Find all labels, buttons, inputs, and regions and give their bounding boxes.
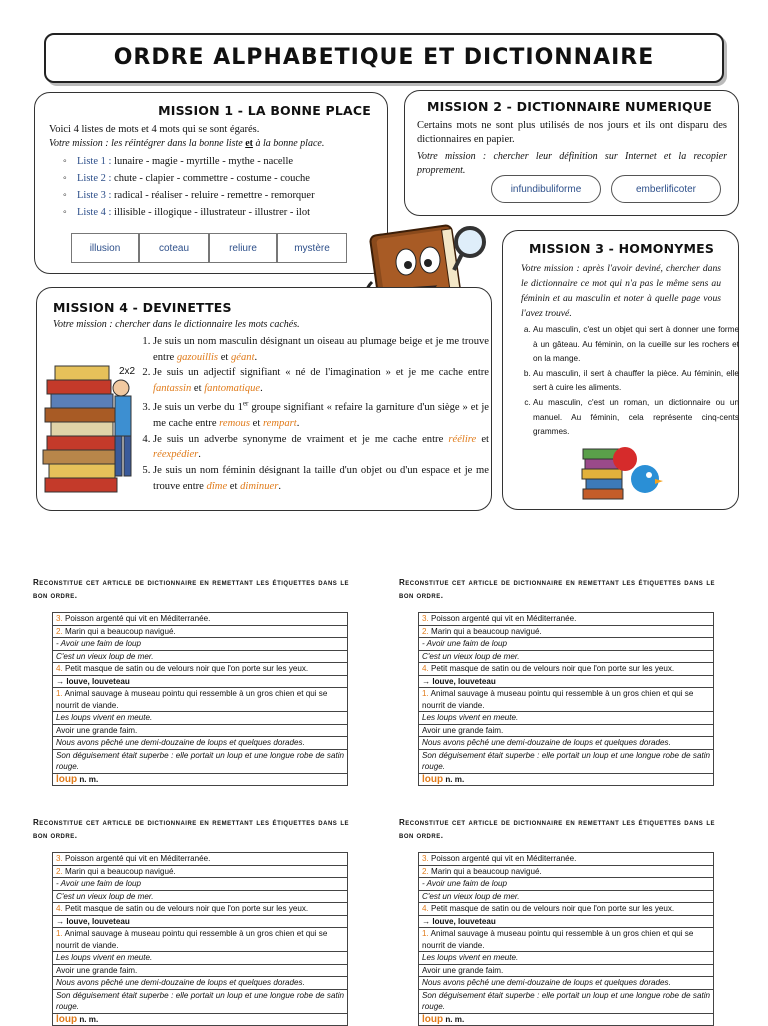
- mission4-badge: 2x2: [119, 366, 136, 377]
- label-text: Petit masque de satin ou de velours noir que l'on porte sur les yeux.: [62, 664, 309, 673]
- label-cell: [53, 928, 348, 952]
- label-cell: [419, 724, 714, 737]
- mission1-mission-et: et: [245, 138, 253, 149]
- label-cell: [53, 903, 348, 916]
- label-cell: [419, 853, 714, 866]
- label-cell: [419, 989, 714, 1013]
- label-cell: [419, 749, 714, 773]
- label-cell: [419, 675, 714, 688]
- label-text: Marin qui a beaucoup navigué.: [62, 866, 176, 876]
- riddle-word: diminuer: [240, 480, 279, 492]
- mission4-title: MISSION 4 - DEVINETTES: [53, 300, 232, 315]
- word-pill[interactable]: emberlificoter: [611, 175, 721, 203]
- riddle-item: [153, 365, 489, 396]
- label-cell: [53, 724, 348, 737]
- mission4-mission: Votre mission : chercher dans le dictionnaire les mots cachés.: [53, 319, 300, 330]
- table-row[interactable]: [419, 737, 714, 750]
- table-row[interactable]: [419, 638, 714, 651]
- mission1-title: MISSION 1 - LA BONNE PLACE: [158, 103, 371, 118]
- table-row[interactable]: [53, 977, 348, 990]
- label-text: Animal sauvage à museau pointu qui ressemble à un gros chien et qui se nourrit de viande.: [422, 689, 694, 710]
- list-label: Liste 1 :: [77, 156, 112, 167]
- label-text: Animal sauvage à museau pointu qui ressemble à un gros chien et qui se nourrit de viande.: [56, 689, 328, 710]
- table-row[interactable]: [53, 915, 348, 928]
- table-row[interactable]: [53, 625, 348, 638]
- headword: loup: [56, 1013, 78, 1025]
- riddle-mid: et: [476, 433, 489, 445]
- word-tab[interactable]: illusion: [71, 233, 139, 263]
- label-cell: [53, 865, 348, 878]
- mission3-title: MISSION 3 - HOMONYMES: [529, 241, 715, 256]
- label-cell: [53, 952, 348, 965]
- label-cell: [53, 890, 348, 903]
- label-cell: [419, 903, 714, 916]
- label-cell: [53, 915, 348, 928]
- books-birds-illustration: [577, 431, 667, 505]
- label-text: Les loups vivent en meute.: [422, 713, 519, 722]
- label-cell: [53, 964, 348, 977]
- headword: loup: [56, 773, 78, 785]
- riddle-text: Je suis un adverbe synonyme de vraiment et je me cache entre: [153, 433, 449, 445]
- label-cell: [53, 749, 348, 773]
- riddle-mid: et: [227, 480, 241, 492]
- label-text: Nous avons pêché une demi-douzaine de loups et quelques dorades.: [422, 978, 671, 987]
- label-text: Animal sauvage à museau pointu qui ressemble à un gros chien et qui se nourrit de viande.: [56, 929, 328, 950]
- page-title-box: [44, 33, 724, 83]
- mission2-panel: [404, 90, 739, 216]
- riddle-mid: et: [218, 351, 231, 363]
- label-text: Marin qui a beaucoup navigué.: [428, 866, 542, 876]
- list-item: a. Au masculin, c'est un objet qui sert à donner une forme à un gâteau. Au féminin, on la cueille sur les rochers et on la mange.: [533, 323, 739, 367]
- headword-cell: [53, 773, 348, 786]
- riddle-word: gazouillis: [176, 351, 219, 363]
- table-row[interactable]: [419, 952, 714, 965]
- label-text: Son déguisement était superbe : elle portait un loup et une longue robe de satin rouge.: [56, 750, 344, 771]
- label-number: 1.: [56, 929, 63, 938]
- table-row[interactable]: [419, 724, 714, 737]
- list-label: Liste 4 :: [77, 207, 112, 218]
- riddle-end: .: [260, 383, 263, 395]
- label-text: Nous avons pêché une demi-douzaine de loups et quelques dorades.: [56, 738, 305, 747]
- riddle-text: Je suis un nom féminin désignant la taille d'un objet ou d'un espace et je me trouve entre: [153, 465, 489, 492]
- table-row[interactable]: [53, 853, 348, 866]
- label-cell: [53, 712, 348, 725]
- label-text: Nous avons pêché une demi-douzaine de loups et quelques dorades.: [422, 738, 671, 747]
- riddle-end: .: [278, 480, 282, 492]
- label-number: 3.: [422, 854, 429, 863]
- table-row[interactable]: [53, 749, 348, 773]
- exercise-heading: Reconstitue cet article de dictionnaire en remettant les étiquettes dans le bon ordre.: [399, 818, 715, 840]
- riddle-word: dîme: [206, 480, 228, 492]
- mission1-mission: [49, 137, 324, 151]
- table-row[interactable]: [419, 625, 714, 638]
- table-row[interactable]: [53, 989, 348, 1013]
- riddle-item: [153, 397, 489, 432]
- label-cell: [419, 688, 714, 712]
- exercise-block-top-left: [33, 576, 349, 786]
- list-words: lunaire - magie - myrtille - mythe - nacelle: [114, 156, 294, 167]
- table-row[interactable]: [419, 853, 714, 866]
- table-row[interactable]: [419, 964, 714, 977]
- exercise-block-top-right: [399, 576, 715, 786]
- table-row[interactable]: [53, 865, 348, 878]
- mission1-lists: [63, 153, 315, 221]
- label-cell: [419, 638, 714, 651]
- label-text: Petit masque de satin ou de velours noir que l'on porte sur les yeux.: [428, 904, 675, 913]
- mission3-items: [515, 323, 739, 440]
- label-text: Poisson argenté qui vit en Méditerranée.: [62, 614, 211, 623]
- list-item: [63, 170, 315, 187]
- label-cell: [53, 650, 348, 663]
- table-row[interactable]: [53, 638, 348, 651]
- riddle-text: Je suis un adjectif signifiant « né de l'imagination » et je me cache entre: [153, 367, 489, 379]
- riddle-item: [153, 463, 489, 494]
- label-number: 1.: [422, 929, 429, 938]
- dictionary-labels-table: [52, 852, 348, 1026]
- table-row[interactable]: [53, 773, 348, 786]
- label-text: - Avoir une faim de loup: [56, 639, 142, 648]
- label-number: 1.: [56, 689, 63, 698]
- riddle-word: fantomatique: [204, 383, 261, 395]
- headword-cell: [419, 773, 714, 786]
- label-cell: [419, 625, 714, 638]
- list-item: b. Au masculin, il sert à chauffer la pièce. Au féminin, elle sert à cuire les aliments.: [533, 367, 739, 396]
- label-number: 2.: [422, 626, 429, 636]
- label-text: - Avoir une faim de loup: [56, 879, 142, 888]
- label-number: 3.: [422, 614, 429, 623]
- label-cell: [419, 737, 714, 750]
- label-cell: [419, 613, 714, 626]
- label-text: Animal sauvage à museau pointu qui ressemble à un gros chien et qui se nourrit de viande.: [422, 929, 694, 950]
- label-cell: [53, 613, 348, 626]
- table-row[interactable]: [419, 890, 714, 903]
- exercise-heading: Reconstitue cet article de dictionnaire en remettant les étiquettes dans le bon ordre.: [33, 818, 349, 840]
- table-row[interactable]: [419, 675, 714, 688]
- table-row[interactable]: [419, 903, 714, 916]
- word-pill[interactable]: infundibuliforme: [491, 175, 601, 203]
- label-number: 4.: [422, 664, 429, 673]
- headword-type: n. m.: [77, 774, 99, 784]
- mission2-mission: Votre mission : chercher leur définition sur Internet et la recopier proprement.: [417, 151, 727, 176]
- word-tab[interactable]: reliure: [209, 233, 277, 263]
- label-cell: [419, 878, 714, 891]
- headword-type: n. m.: [443, 774, 465, 784]
- list-words: chute - clapier - commettre - costume - couche: [114, 173, 310, 184]
- list-item: [63, 204, 315, 221]
- label-text: Les loups vivent en meute.: [56, 953, 153, 962]
- label-text: Avoir une grande faim.: [56, 965, 138, 975]
- label-cell: [419, 865, 714, 878]
- table-row[interactable]: [419, 773, 714, 786]
- exercise-block-bottom-left: [33, 816, 349, 1026]
- list-words: illisible - illogique - illustrateur - illustrer - ilot: [114, 207, 311, 218]
- label-number: 3.: [56, 854, 63, 863]
- table-row[interactable]: [53, 952, 348, 965]
- label-text: C'est un vieux loup de mer.: [422, 891, 520, 901]
- table-row[interactable]: [419, 989, 714, 1013]
- table-row[interactable]: [53, 964, 348, 977]
- label-cell: [419, 650, 714, 663]
- table-row[interactable]: [419, 865, 714, 878]
- mission2-title: MISSION 2 - DICTIONNAIRE NUMERIQUE: [427, 99, 712, 114]
- label-text: Avoir une grande faim.: [56, 725, 138, 735]
- table-row[interactable]: [419, 688, 714, 712]
- mission1-panel: [34, 92, 388, 274]
- label-text: → louve, louveteau: [422, 676, 496, 686]
- label-text: → louve, louveteau: [56, 676, 130, 686]
- label-number: 4.: [56, 664, 63, 673]
- label-text: → louve, louveteau: [56, 916, 130, 926]
- exercise-heading: Reconstitue cet article de dictionnaire en remettant les étiquettes dans le bon ordre.: [399, 578, 715, 600]
- label-cell: [419, 977, 714, 990]
- table-row[interactable]: [53, 890, 348, 903]
- label-cell: [419, 952, 714, 965]
- riddle-end: .: [296, 418, 300, 430]
- mission3-panel: [502, 230, 739, 510]
- label-number: 2.: [56, 866, 63, 876]
- label-text: - Avoir une faim de loup: [422, 639, 508, 648]
- table-row[interactable]: [53, 712, 348, 725]
- headword-type: n. m.: [443, 1014, 465, 1024]
- headword: loup: [422, 1013, 444, 1025]
- riddle-item: [153, 334, 489, 365]
- riddle-end: .: [198, 449, 201, 461]
- label-text: Son déguisement était superbe : elle portait un loup et une longue robe de satin rouge.: [422, 990, 710, 1011]
- label-number: 2.: [56, 626, 63, 636]
- list-label: Liste 3 :: [77, 190, 112, 201]
- word-tab[interactable]: coteau: [139, 233, 209, 263]
- table-row[interactable]: [419, 613, 714, 626]
- table-row[interactable]: [53, 878, 348, 891]
- label-text: Poisson argenté qui vit en Méditerranée.: [428, 614, 577, 623]
- label-number: 2.: [422, 866, 429, 876]
- label-text: Poisson argenté qui vit en Méditerranée.: [428, 854, 577, 863]
- table-row[interactable]: [419, 663, 714, 676]
- list-words: radical - réaliser - reluire - remettre - remorquer: [114, 190, 315, 201]
- label-cell: [53, 663, 348, 676]
- label-text: C'est un vieux loup de mer.: [56, 651, 154, 661]
- table-row[interactable]: [53, 903, 348, 916]
- dictionary-labels-table: [52, 612, 348, 786]
- label-cell: [419, 928, 714, 952]
- mission1-tabs: [71, 233, 347, 263]
- label-cell: [419, 890, 714, 903]
- table-row[interactable]: [419, 928, 714, 952]
- label-cell: [53, 638, 348, 651]
- mission4-riddles: [135, 334, 489, 495]
- label-text: - Avoir une faim de loup: [422, 879, 508, 888]
- label-text: Les loups vivent en meute.: [56, 713, 153, 722]
- list-item: [63, 187, 315, 204]
- label-cell: [419, 915, 714, 928]
- riddle-word: géant: [231, 351, 255, 363]
- label-cell: [53, 977, 348, 990]
- label-text: C'est un vieux loup de mer.: [56, 891, 154, 901]
- riddle-text: Je suis un nom masculin désignant un oiseau au plumage beige et je me trouve entre: [153, 336, 489, 363]
- label-cell: [53, 675, 348, 688]
- mission1-mission-a: Votre mission : les réintégrer dans la bonne liste: [49, 138, 246, 149]
- label-cell: [419, 663, 714, 676]
- mission4-panel: [36, 287, 492, 511]
- label-text: Son déguisement était superbe : elle portait un loup et une longue robe de satin rouge.: [56, 990, 344, 1011]
- riddle-word: réélire: [448, 433, 477, 445]
- label-cell: [53, 853, 348, 866]
- table-row[interactable]: [53, 663, 348, 676]
- list-label: Liste 2 :: [77, 173, 112, 184]
- table-row[interactable]: [53, 613, 348, 626]
- label-text: Son déguisement était superbe : elle portait un loup et une longue robe de satin rouge.: [422, 750, 710, 771]
- label-text: Poisson argenté qui vit en Méditerranée.: [62, 854, 211, 863]
- riddle-word: remous: [219, 418, 250, 430]
- riddle-mid: et: [191, 383, 205, 395]
- list-item: c. Au masculin, c'est un roman, un dictionnaire ou un manuel. Au féminin, cela représente cinq-cents grammes.: [533, 396, 739, 440]
- label-text: Marin qui a beaucoup navigué.: [428, 626, 542, 636]
- label-number: 1.: [422, 689, 429, 698]
- label-cell: [419, 712, 714, 725]
- label-cell: [53, 625, 348, 638]
- table-row[interactable]: [419, 878, 714, 891]
- label-number: 4.: [56, 904, 63, 913]
- headword-type: n. m.: [77, 1014, 99, 1024]
- riddle-word: fantassin: [153, 383, 192, 395]
- table-row[interactable]: [53, 688, 348, 712]
- label-text: Avoir une grande faim.: [422, 725, 504, 735]
- headword: loup: [422, 773, 444, 785]
- label-text: Marin qui a beaucoup navigué.: [62, 626, 176, 636]
- label-text: C'est un vieux loup de mer.: [422, 651, 520, 661]
- mission1-mission-b: à la bonne place.: [252, 138, 325, 149]
- label-cell: [419, 964, 714, 977]
- dictionary-labels-table: [418, 612, 714, 786]
- label-text: Les loups vivent en meute.: [422, 953, 519, 962]
- table-row[interactable]: [419, 915, 714, 928]
- label-text: → louve, louveteau: [422, 916, 496, 926]
- riddle-text: Je suis un verbe du 1er groupe signifiant « refaire la garniture d'un siège » et je me cache entre: [153, 399, 489, 430]
- table-row[interactable]: [53, 675, 348, 688]
- riddle-end: .: [254, 351, 258, 363]
- page-title: ORDRE ALPHABETIQUE ET DICTIONNAIRE: [113, 45, 655, 70]
- table-row[interactable]: [53, 737, 348, 750]
- label-text: Nous avons pêché une demi-douzaine de loups et quelques dorades.: [56, 978, 305, 987]
- mission2-text: Certains mots ne sont plus utilisés de nos jours et ils ont disparu des dictionnaires en papier.: [417, 120, 727, 145]
- mission3-mission: Votre mission : après l'avoir deviné, chercher dans le dictionnaire ce mot qui n'a pas le même sens au féminin et au masculin et noter à quelle page vous l'avez trouvé.: [521, 263, 721, 319]
- table-row[interactable]: [53, 928, 348, 952]
- list-item: [63, 153, 315, 170]
- riddle-item: [153, 432, 489, 463]
- table-row[interactable]: [53, 724, 348, 737]
- table-row[interactable]: [419, 977, 714, 990]
- table-row[interactable]: [53, 650, 348, 663]
- label-text: Avoir une grande faim.: [422, 965, 504, 975]
- label-text: Petit masque de satin ou de velours noir que l'on porte sur les yeux.: [62, 904, 309, 913]
- label-cell: [53, 878, 348, 891]
- riddle-word: réexpédier: [153, 449, 199, 461]
- label-cell: [53, 688, 348, 712]
- riddle-word: rempart: [262, 418, 297, 430]
- label-text: Petit masque de satin ou de velours noir que l'on porte sur les yeux.: [428, 664, 675, 673]
- label-cell: [53, 989, 348, 1013]
- label-number: 3.: [56, 614, 63, 623]
- table-row[interactable]: [419, 749, 714, 773]
- label-number: 4.: [422, 904, 429, 913]
- mission1-intro: Voici 4 listes de mots et 4 mots qui se sont égarés.: [49, 124, 260, 135]
- exercise-heading: Reconstitue cet article de dictionnaire en remettant les étiquettes dans le bon ordre.: [33, 578, 349, 600]
- word-tab[interactable]: mystère: [277, 233, 347, 263]
- table-row[interactable]: [419, 712, 714, 725]
- exercise-block-bottom-right: [399, 816, 715, 1026]
- label-cell: [53, 737, 348, 750]
- riddle-mid: et: [249, 418, 263, 430]
- table-row[interactable]: [419, 650, 714, 663]
- dictionary-labels-table: [418, 852, 714, 1026]
